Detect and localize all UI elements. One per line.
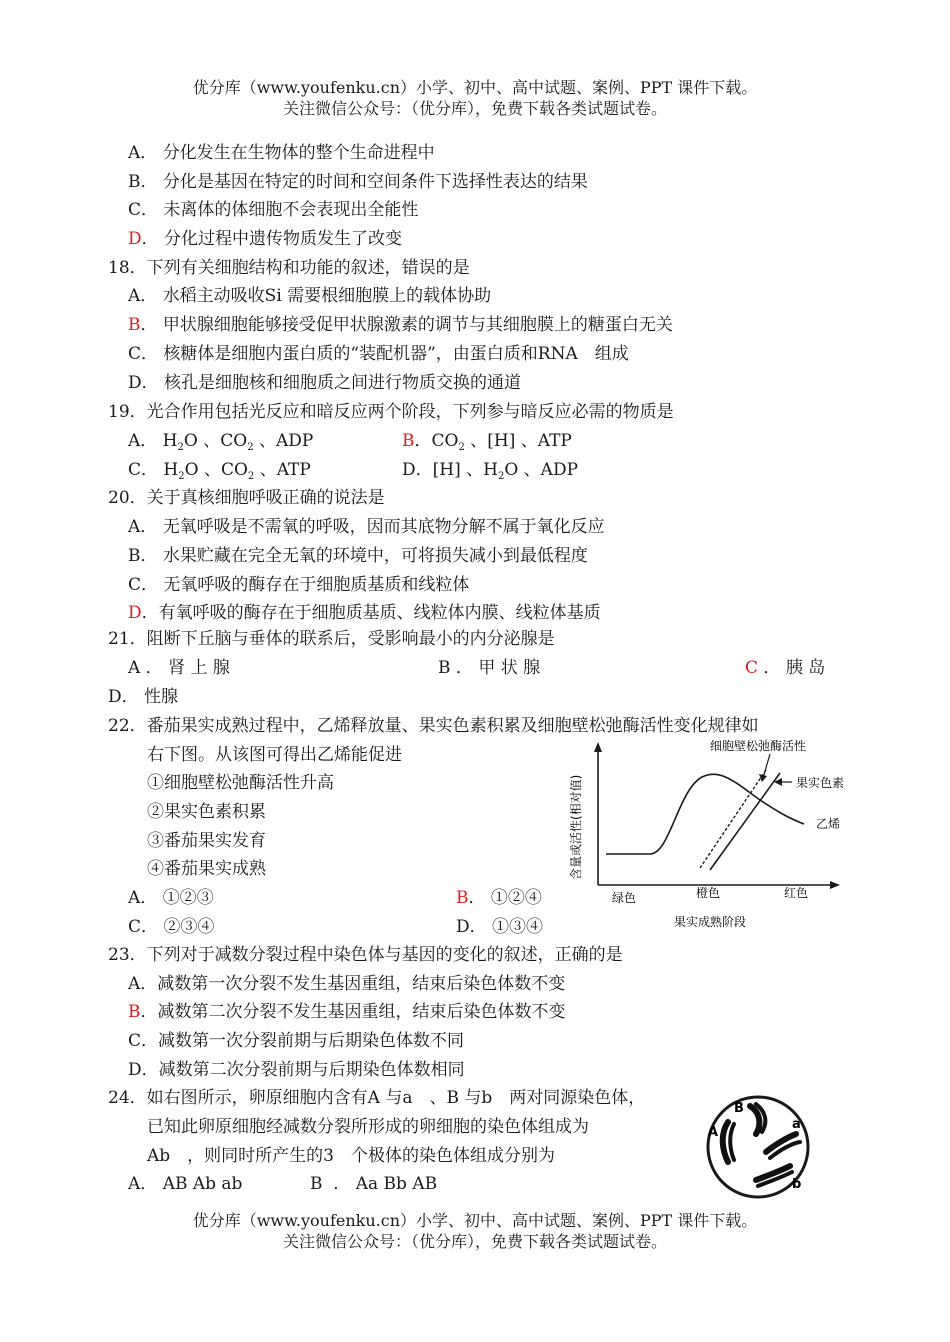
graph-ylabel: 含量或活性(相对值) [569,774,583,880]
q22-item-3: ③番茄果实发育 [147,831,266,851]
q24-option-a: A． AB Ab ab [128,1174,243,1194]
q20-option-b: B． 水果贮藏在完全无氧的环境中，可将损失减小到最低程度 [128,546,588,566]
cell-label-A: A [708,1125,719,1140]
curve-pigment [710,773,780,870]
q23-option-a: A．减数第一次分裂不发生基因重组，结束后染色体数不变 [128,974,566,994]
curve-ethylene [606,774,804,854]
q22-stem: 22．番茄果实成熟过程中，乙烯释放量、果实色素积累及细胞壁松弛酶活性变化规律如 [108,716,759,736]
label-enzyme: 细胞壁松弛酶活性 [710,739,807,753]
graph-x-red: 红色 [784,886,809,900]
q19-option-c: C． $H_2O$ 、$CO_2$ 、ATP [128,460,311,482]
q18-option-c: C． 核糖体是细胞内蛋白质的“装配机器”，由蛋白质和RNA 组成 [128,344,629,364]
q19-option-b: B．$CO_2$ 、[H] 、ATP [402,431,572,453]
q21-option-b: B ． 甲 状 腺 [438,658,541,678]
q22-stem-2: 右下图。从该图可得出乙烯能促进 [147,745,402,765]
q24-stem: 24．如右图所示，卵原细胞内含有A 与a 、B 与b 两对同源染色体， [108,1088,646,1108]
q17-option-b: B． 分化是基因在特定的时间和空间条件下选择性表达的结果 [128,172,588,192]
q19-option-d: D．[H] 、$H_2O$ 、ADP [402,460,579,482]
q20-option-d: D．有氧呼吸的酶存在于细胞质基质、线粒体内膜、线粒体基质 [128,603,601,623]
q19-option-a: A． $H_2O$ 、$CO_2$ 、ADP [128,431,314,453]
q21-option-d: D． 性腺 [108,687,179,707]
q22-item-2: ②果实色素积累 [147,802,266,822]
label-ethylene: 乙烯 [816,817,841,831]
graph-y-arrow [594,742,602,752]
q18-option-a: A． 水稻主动吸收Si 需要根细胞膜上的载体协助 [128,286,492,306]
q18-option-d: D． 核孔是细胞核和细胞质之间进行物质交换的通道 [128,373,522,393]
page-header-line1: 优分库（www.youfenku.cn）小学、初中、高中试题、案例、PPT 课件下载。 [192,78,758,97]
cell-label-a: a [792,1117,801,1132]
q22-item-4: ④番茄果实成熟 [147,859,266,879]
q23-option-c: C．减数第一次分裂前期与后期染色体数不同 [128,1031,465,1051]
pointer-enzyme-head [759,774,767,782]
page-header-line2: 关注微信公众号：（优分库），免费下载各类试题试卷。 [282,99,667,118]
q21-option-c: C ． 胰 岛 [745,658,826,678]
q24-option-b: B ． Aa Bb AB [310,1174,438,1194]
q22-item-1: ①细胞壁松弛酶活性升高 [147,773,334,793]
q21-stem: 21．阻断下丘脑与垂体的联系后，受影响最小的内分泌腺是 [108,629,555,649]
q21-option-a: A ． 肾 上 腺 [128,658,230,678]
page-footer-line2: 关注微信公众号：（优分库），免费下载各类试题试卷。 [282,1232,667,1251]
q23-option-b: B．减数第二次分裂不发生基因重组，结束后染色体数不变 [128,1002,566,1022]
q24-stem-2: 已知此卵原细胞经减数分裂所形成的卵细胞的染色体组成为 [147,1117,589,1137]
curve-enzyme [700,770,766,868]
q22-option-d: D． ①③④ [456,917,544,937]
label-pigment: 果实色素 [796,776,845,790]
graph-xlabel: 果实成熟阶段 [674,915,747,929]
q20-option-c: C． 无氧呼吸的酶存在于细胞质基质和线粒体 [128,575,470,595]
q22-option-c: C． ②③④ [128,917,215,937]
graph-x-arrow [830,881,840,889]
pointer-enzyme [763,754,770,778]
oocyte-cell-diagram [700,1090,820,1202]
q24-stem-3: Ab ，则同时所产生的3 个极体的染色体组成分别为 [147,1146,555,1166]
graph-x-green: 绿色 [612,891,637,905]
q18-option-b: B． 甲状腺细胞能够接受促甲状腺激素的调节与其细胞膜上的糖蛋白无关 [128,315,673,335]
q22-option-b: B． ①②④ [456,888,542,908]
q19-stem: 19．光合作用包括光反应和暗反应两个阶段，下列参与暗反应必需的物质是 [108,402,674,422]
ripening-graph [560,730,870,940]
q23-option-d: D．减数第二次分裂前期与后期染色体数相同 [128,1060,465,1080]
q22-option-a: A． ①②③ [128,888,214,908]
q23-stem: 23．下列对于减数分裂过程中染色体与基因的变化的叙述，正确的是 [108,945,623,965]
cell-label-B: B [734,1101,744,1116]
graph-x-orange: 橙色 [696,886,721,900]
q17-option-d: D． 分化过程中遗传物质发生了改变 [128,229,403,249]
q20-option-a: A． 无氧呼吸是不需氧的呼吸，因而其底物分解不属于氧化反应 [128,517,605,537]
page-footer-line1: 优分库（www.youfenku.cn）小学、初中、高中试题、案例、PPT 课件下载。 [192,1211,758,1230]
q18-stem: 18．下列有关细胞结构和功能的叙述，错误的是 [108,258,470,278]
q20-stem: 20．关于真核细胞呼吸正确的说法是 [108,488,385,508]
q17-option-c: C． 未离体的体细胞不会表现出全能性 [128,200,419,220]
q17-option-a: A． 分化发生在生物体的整个生命进程中 [128,143,435,163]
cell-label-b: b [792,1177,802,1192]
